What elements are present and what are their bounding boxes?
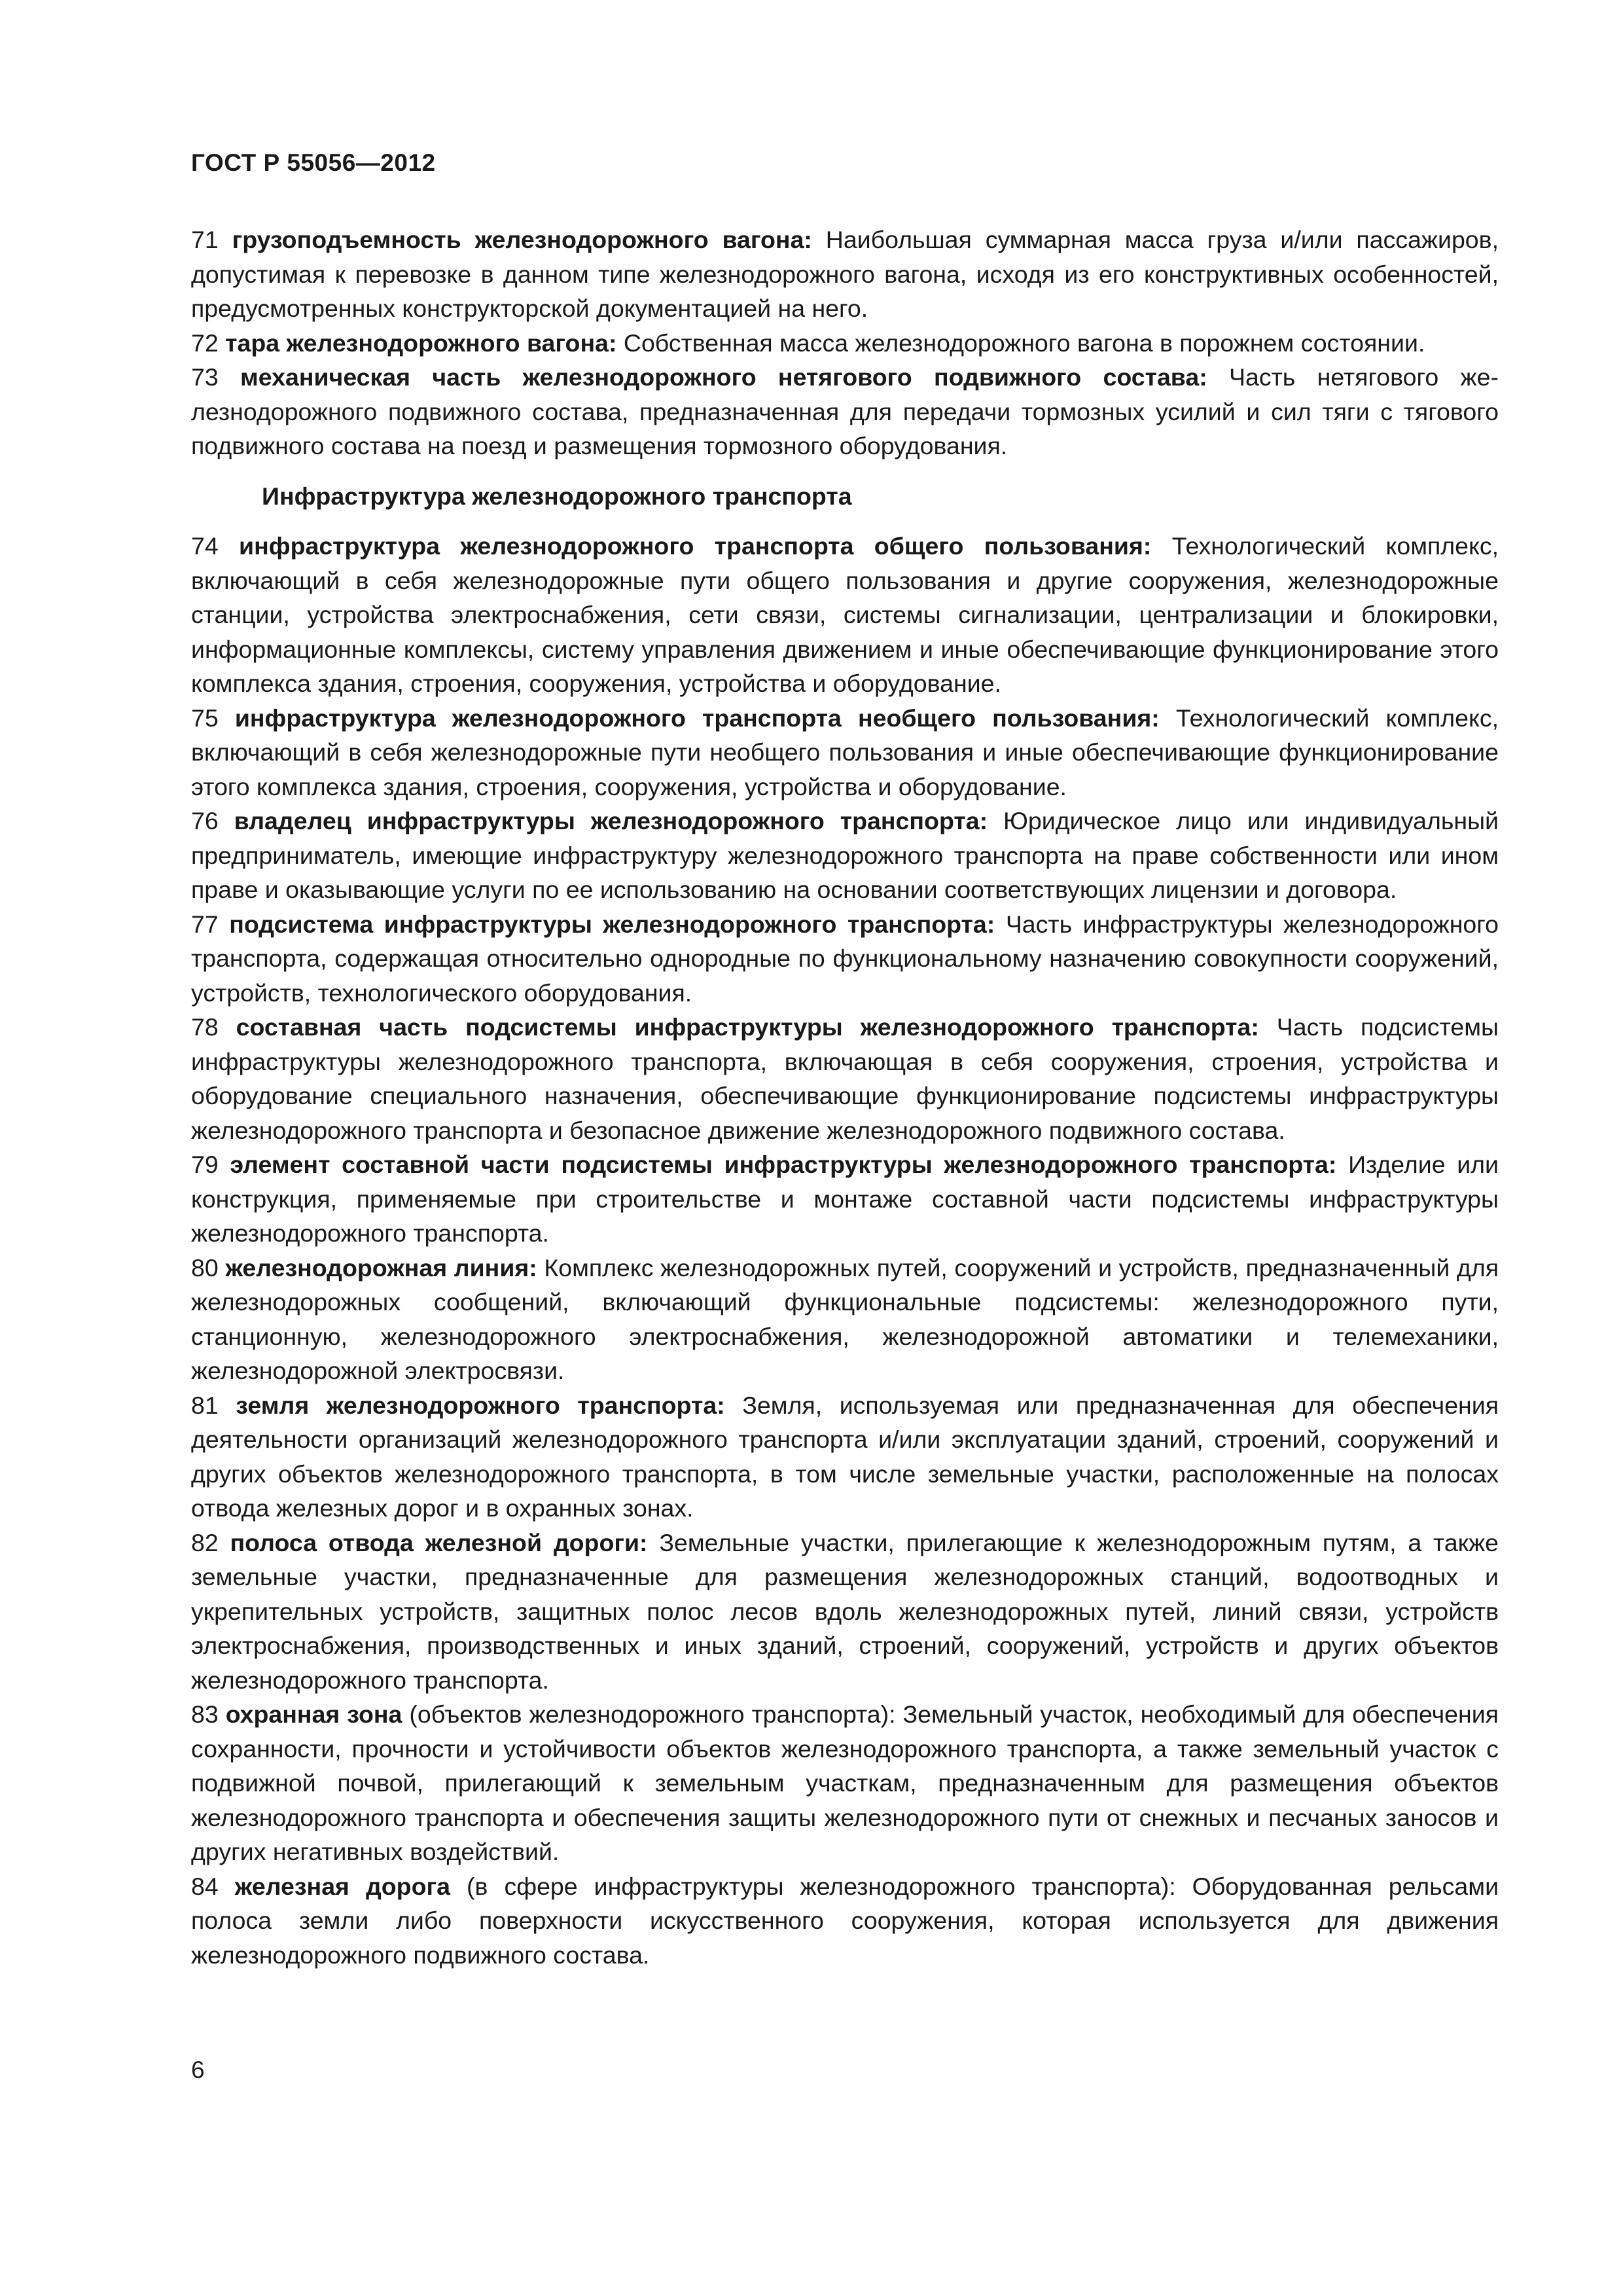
term-entry bbox=[191, 223, 1499, 326]
term-definition: Собственная масса железнодорожного вагона в порожнем состоянии. bbox=[623, 329, 1425, 357]
term-title: механическая часть железнодорожного нетягового подвижного состава: bbox=[240, 363, 1207, 391]
term-title: инфраструктура железнодорожного транспорта общего пользования: bbox=[239, 532, 1152, 560]
page-number: 6 bbox=[191, 2056, 205, 2083]
term-number: 83 bbox=[191, 1700, 219, 1728]
term-number: 76 bbox=[191, 807, 219, 834]
term-definition: (в сфере инфраструктуры железнодорожного транспорта): Оборудованная рельсами полоса земли либо поверхности искусственного сооружения, которая используется для движения железнодорожного подвижного состава. bbox=[191, 1872, 1499, 1969]
term-definition: Технологический комплекс, включающий в себя железнодорожные пути общего пользования и другие сооружения, железнодорожные станции, устройства электроснабжения, сети связи, системы сигнализации, централизации и блокировки, информационные комплексы, систему управления движением и иные обеспечивающие функционирование этого комплекса здания, строения, сооружения, устройства и оборудование. bbox=[191, 532, 1499, 697]
term-number: 75 bbox=[191, 704, 219, 732]
term-title: железнодорожная линия: bbox=[225, 1253, 537, 1282]
term-entry bbox=[191, 804, 1499, 907]
term-number: 77 bbox=[191, 910, 219, 938]
term-title: железная дорога bbox=[234, 1872, 450, 1900]
term-title: составная часть подсистемы инфраструктуры железнодорожного транспорта: bbox=[236, 1013, 1259, 1041]
term-title: элемент составной части подсистемы инфраструктуры железнодорожного транспорта: bbox=[230, 1151, 1337, 1178]
term-title: подсистема инфраструктуры железнодорожного транспорта: bbox=[229, 910, 995, 938]
term-definition: Часть инфраструктуры железнодорожного транспорта, содержащая относительно однородные по функциональному назначению совокупности сооружений, устройств, технологического оборудования. bbox=[191, 910, 1499, 1007]
term-number: 79 bbox=[191, 1151, 219, 1178]
term-number: 81 bbox=[191, 1391, 219, 1419]
term-definition: Часть нетягового железнодорожного подвижного состава, предназначенная для передачи тормозных усилий и сил тяги с тягового подвижного состава на поезд и размещения тормозного оборудования. bbox=[191, 363, 1499, 459]
term-entry bbox=[191, 907, 1499, 1011]
term-number: 78 bbox=[191, 1013, 219, 1041]
term-title: грузоподъемность железнодорожного вагона: bbox=[232, 226, 812, 253]
term-entry bbox=[191, 360, 1499, 463]
terms-list-2 bbox=[191, 529, 1499, 1972]
term-number: 72 bbox=[191, 329, 219, 357]
term-entry bbox=[191, 1251, 1499, 1388]
term-entry bbox=[191, 1697, 1499, 1869]
term-definition: Часть подсистемы инфраструктуры железнодорожного транспорта, включающая в себя сооружения, строения, устройства и оборудование специального назначения, обеспечивающие функционирование подсистемы инфраструктуры железнодорожного транспорта и безопасное движение железнодорожного подвижного состава. bbox=[191, 1013, 1499, 1144]
term-definition: Наибольшая суммарная масса груза и/или пассажиров, допустимая к перевозке в данном типе железнодорожного вагона, исходя из его конструктивных особенностей, предусмотренных конструкторской документацией на него. bbox=[191, 226, 1499, 322]
term-title: земля железнодорожного транспорта: bbox=[236, 1391, 725, 1419]
term-entry bbox=[191, 701, 1499, 804]
term-number: 71 bbox=[191, 226, 219, 253]
term-entry bbox=[191, 1526, 1499, 1698]
term-entry bbox=[191, 1147, 1499, 1251]
term-entry bbox=[191, 1869, 1499, 1973]
term-definition: Земельные участки, прилегающие к железнодорожным путям, а также земельные участки, предназначенные для размещения железнодорожных станций, водоотводных и укрепительных устройств, защитных полос лесов вдоль железнодорожных путей, линий связи, устройств электроснабжения, производственных и иных зданий, строений, сооружений, устройств и других объектов железнодорожного транспорта. bbox=[191, 1528, 1499, 1694]
terms-list-1 bbox=[191, 223, 1499, 463]
term-number: 80 bbox=[191, 1253, 219, 1282]
term-definition: Земля, используемая или предназначенная для обеспечения деятельности организаций железнодорожного транспорта и/или эксплуатации зданий, строений, сооружений и других объектов железнодорожного транспорта, в том числе земельные участки, расположенные на полосах отвода железных дорог и в охранных зонах. bbox=[191, 1391, 1499, 1522]
section-heading: Инфраструктура железнодорожного транспорта bbox=[262, 482, 852, 510]
term-definition: Изделие или конструкция, применяемые при строительстве и монтаже составной части подсистемы инфраструктуры железнодорожного транспорта. bbox=[191, 1151, 1499, 1247]
term-title: тара железнодорожного вагона: bbox=[225, 329, 617, 357]
term-number: 74 bbox=[191, 532, 219, 560]
term-definition: Технологический комплекс, включающий в себя железнодорожные пути необщего пользования и иные обеспечивающие функционирование этого комплекса здания, строения, сооружения, устройства и оборудование. bbox=[191, 704, 1499, 800]
term-title: владелец инфраструктуры железнодорожного транспорта: bbox=[234, 807, 988, 834]
content-body bbox=[191, 223, 1499, 1972]
term-number: 73 bbox=[191, 363, 219, 391]
term-title: инфраструктура железнодорожного транспорта необщего пользования: bbox=[234, 704, 1160, 732]
term-definition: Юридическое лицо или индивидуальный предприниматель, имеющие инфраструктуру железнодорожного транспорта на праве собственности или ином праве и оказывающие услуги по ее использованию на основании соответствующих лицензии и договора. bbox=[191, 807, 1499, 903]
term-title: полоса отвода железной дороги: bbox=[230, 1528, 648, 1556]
term-entry bbox=[191, 529, 1499, 701]
term-title: охранная зона bbox=[225, 1700, 402, 1728]
term-entry bbox=[191, 326, 1499, 361]
standard-header: ГОСТ Р 55056—2012 bbox=[191, 149, 436, 176]
term-definition: Комплекс железнодорожных путей, сооружений и устройств, предназначенный для железнодорожных сообщений, включающий функциональные подсистемы: железнодорожного пути, станционную, железнодорожного электроснабжения, железнодорожной автоматики и телемеханики, железнодорожной электросвязи. bbox=[191, 1253, 1499, 1384]
term-entry bbox=[191, 1010, 1499, 1147]
term-number: 84 bbox=[191, 1872, 219, 1900]
term-number: 82 bbox=[191, 1528, 219, 1556]
term-entry bbox=[191, 1388, 1499, 1526]
term-definition: (объектов железнодорожного транспорта): Земельный участок, необходимый для обеспечения сохранности, прочности и устойчивости объектов железнодорожного транспорта, а также земельный участок с подвижной почвой, прилегающий к земельным участкам, предназначенным для размещения объектов железнодорожного транспорта и обеспечения защиты железнодорожного пути от снежных и песчаных заносов и других негативных воздействий. bbox=[191, 1700, 1499, 1865]
